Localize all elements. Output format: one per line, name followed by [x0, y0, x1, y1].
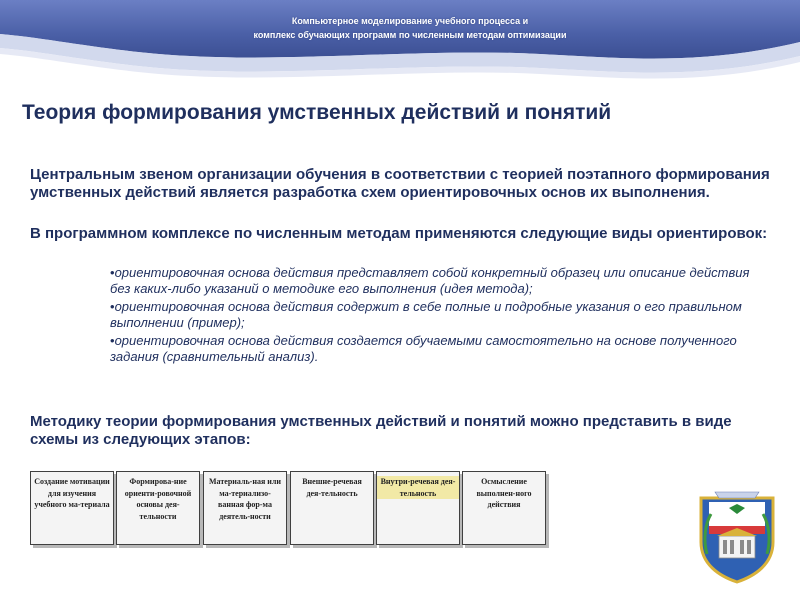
- header-caption: [150, 14, 670, 42]
- stage-label: Осмысление выполнен-ного действия: [476, 477, 532, 509]
- stage-box-internal-speech: [376, 471, 460, 545]
- slide-title: Теория формирования умственных действий и понятий: [22, 101, 612, 124]
- list-item: • ориентировочная основа действия содержит в себе полные и подробные указания о его правильном выполнении (пример);: [110, 299, 770, 330]
- stage-box-external-speech: [290, 471, 374, 545]
- stage-label: Материаль-ная или ма-териализо-ванная фор-ма деятель-ности: [209, 477, 281, 521]
- stage-box-orientation: [116, 471, 200, 545]
- orientation-list: [110, 265, 770, 367]
- paragraph-method-stages: Методику теории формирования умственных действий и понятий можно представить в виде схемы из следующих этапов:: [30, 413, 732, 448]
- list-item: • ориентировочная основа действия представляет собой конкретный образец или описание действия без каких-либо указаний о методике его выполнения (идея метода);: [110, 265, 770, 296]
- list-item: • ориентировочная основа действия создается обучаемыми самостоятельно на основе полученного задания (сравнительный анализ).: [110, 333, 770, 364]
- paragraph-central-link: Центральным звеном организации обучения в соответствии с теорией поэтапного формирования умственных действий является разработка схем ориентировочных основ их выполнения.: [30, 166, 770, 201]
- stage-label: Формирова-ние ориенти-ровочной основы дея-тельности: [124, 477, 192, 521]
- stage-box-motivation: [30, 471, 114, 545]
- stage-label: Внешне-речевая дея-тельность: [302, 477, 362, 498]
- university-crest-icon: [695, 484, 779, 584]
- header-line-1: Компьютерное моделирование учебного процесса и: [291, 16, 529, 26]
- paragraph-orientation-types: В программном комплексе по численным методам применяются следующие виды ориентировок:: [30, 225, 768, 242]
- stage-label: Создание мотивации для изучения учебного ма-териала: [34, 477, 110, 509]
- stage-label: Внутри-речевая дея-тельность: [377, 476, 459, 499]
- stage-box-comprehension: [462, 471, 546, 545]
- stage-box-material: [203, 471, 287, 545]
- header-line-2: комплекс обучающих программ по численным методам оптимизации: [253, 30, 567, 40]
